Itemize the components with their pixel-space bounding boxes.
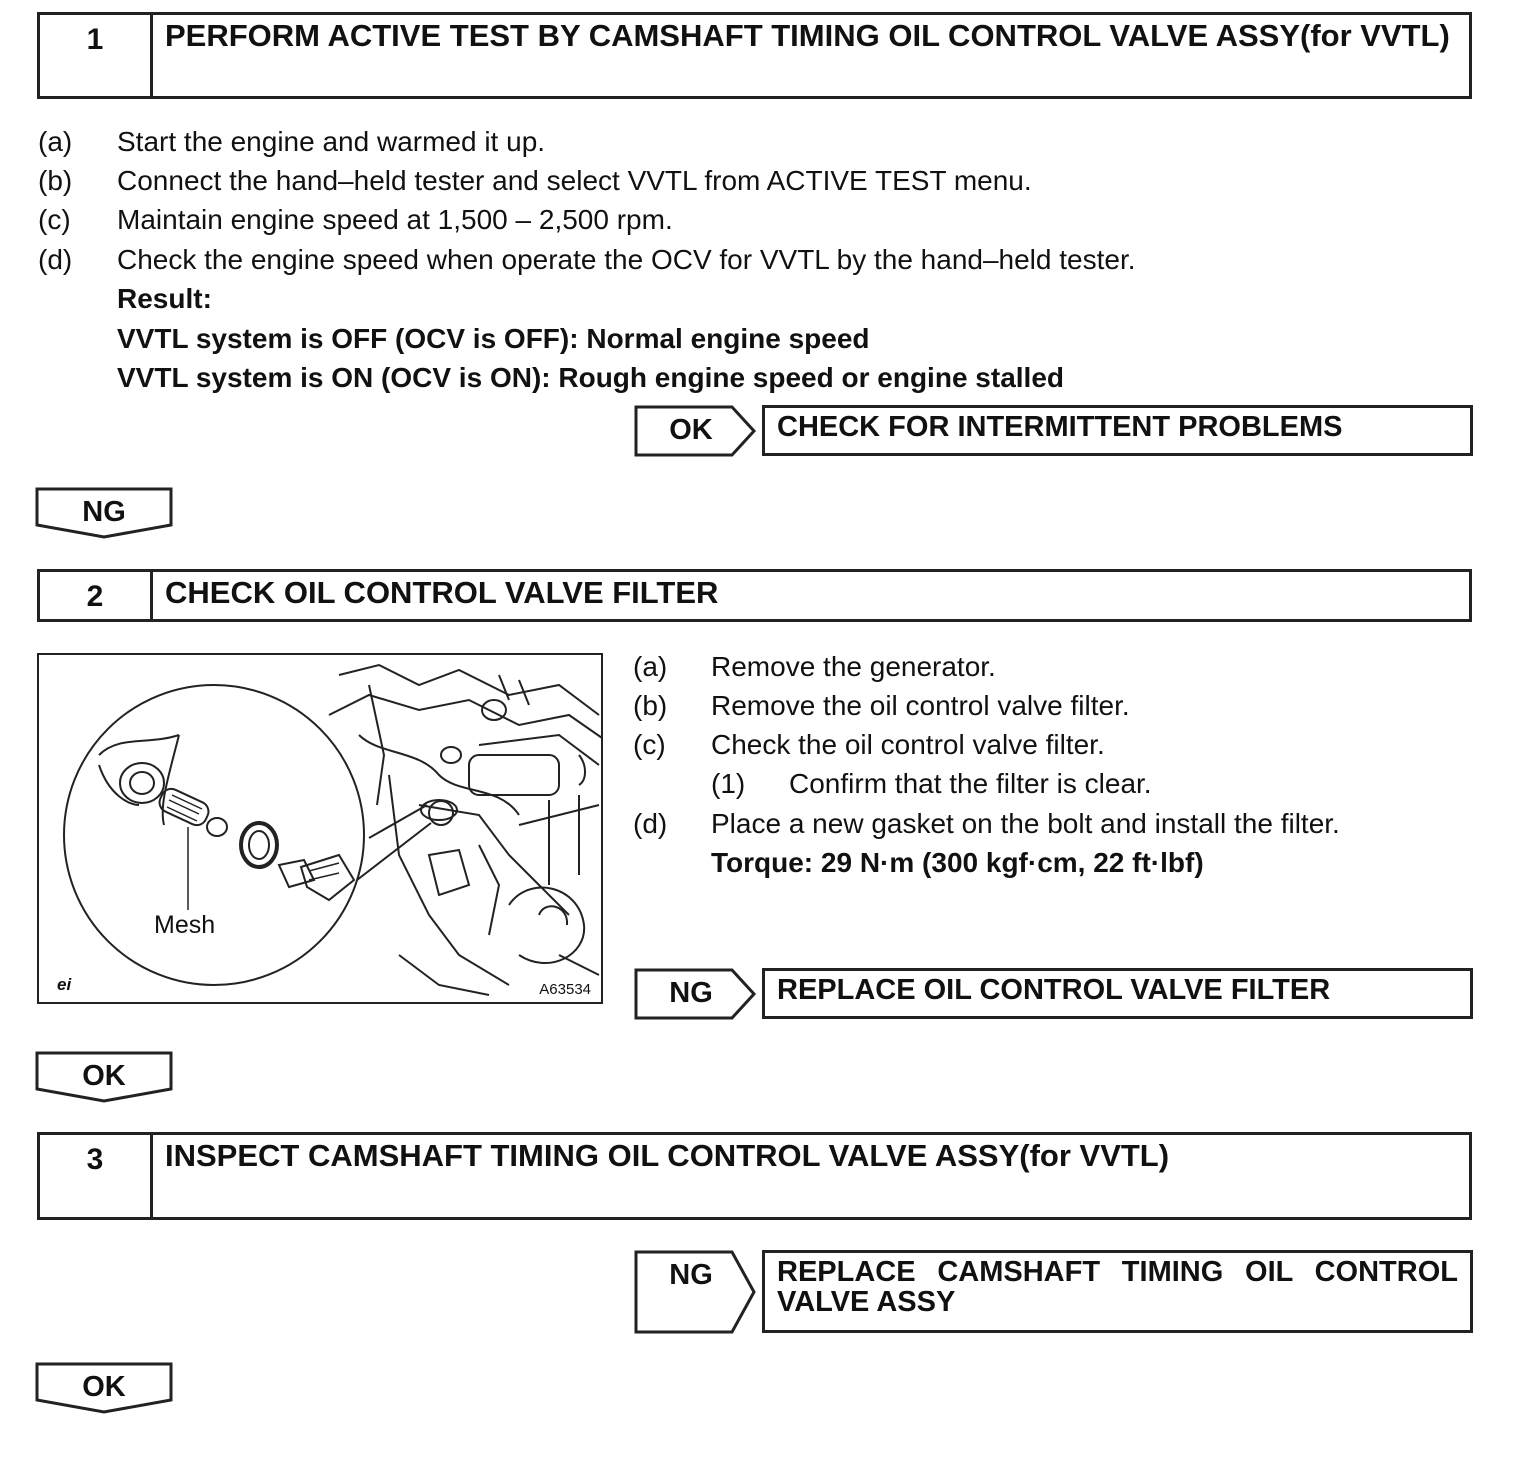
step-number: 3	[40, 1135, 153, 1217]
item-label: (b)	[38, 165, 73, 196]
item-label: (d)	[38, 244, 73, 275]
item-text: Check the engine speed when operate the OCV for VVTL by the hand–held tester.	[117, 244, 1136, 275]
step-1-header	[37, 12, 1472, 99]
item-label: (c)	[38, 204, 71, 235]
ok-result-text: CHECK FOR INTERMITTENT PROBLEMS	[777, 411, 1343, 443]
step-title: INSPECT CAMSHAFT TIMING OIL CONTROL VALVE ASSY(for VVTL)	[165, 1138, 1170, 1173]
item-text: Check the oil control valve filter.	[711, 729, 1105, 760]
ok-result-box	[762, 405, 1473, 456]
result-line: VVTL system is OFF (OCV is OFF): Normal engine speed	[117, 323, 870, 354]
item-label: (b)	[633, 690, 668, 721]
filter-illustration	[37, 653, 603, 1004]
item-text: Remove the oil control valve filter.	[711, 690, 1130, 721]
ng-result-box	[762, 968, 1473, 1019]
item-label: (a)	[633, 651, 668, 682]
item-text: Remove the generator.	[711, 651, 996, 682]
step-title: PERFORM ACTIVE TEST BY CAMSHAFT TIMING OIL CONTROL VALVE ASSY(for VVTL)	[165, 18, 1450, 53]
ng-label: NG	[669, 977, 713, 1009]
item-text: Maintain engine speed at 1,500 – 2,500 rpm.	[117, 204, 673, 235]
ng-result-text: REPLACE CAMSHAFT TIMING OIL CONTROL VALVE ASSY	[777, 1256, 1458, 1318]
step-3-header	[37, 1132, 1472, 1220]
step-number: 2	[40, 572, 153, 619]
mesh-callout: Mesh	[154, 911, 216, 939]
ng-label: NG	[82, 496, 126, 528]
figure-mark: ei	[57, 975, 72, 994]
ng-label: NG	[669, 1259, 713, 1291]
item-label: (a)	[38, 126, 73, 157]
step-title: CHECK OIL CONTROL VALVE FILTER	[165, 575, 719, 610]
torque-spec: Torque: 29 N·m (300 kgf·cm, 22 ft·lbf)	[711, 847, 1204, 878]
item-label: (1)	[711, 768, 746, 799]
item-label: (d)	[633, 808, 668, 839]
step-2-header	[37, 569, 1472, 622]
item-text: Connect the hand–held tester and select VVTL from ACTIVE TEST menu.	[117, 165, 1032, 196]
step-number: 1	[40, 15, 153, 96]
ng-result-box	[762, 1250, 1473, 1333]
result-line: VVTL system is ON (OCV is ON): Rough engine speed or engine stalled	[117, 362, 1064, 393]
figure-code: A63534	[539, 981, 591, 998]
item-text: Place a new gasket on the bolt and install the filter.	[711, 808, 1340, 839]
item-text: Confirm that the filter is clear.	[789, 768, 1152, 799]
ok-label: OK	[82, 1371, 126, 1403]
item-label: (c)	[633, 729, 666, 760]
ok-label: OK	[82, 1060, 126, 1092]
ok-label: OK	[669, 414, 713, 446]
ng-result-text: REPLACE OIL CONTROL VALVE FILTER	[777, 974, 1331, 1006]
engine-diagram	[39, 655, 603, 1004]
item-text: Start the engine and warmed it up.	[117, 126, 546, 157]
result-heading: Result:	[117, 283, 212, 314]
